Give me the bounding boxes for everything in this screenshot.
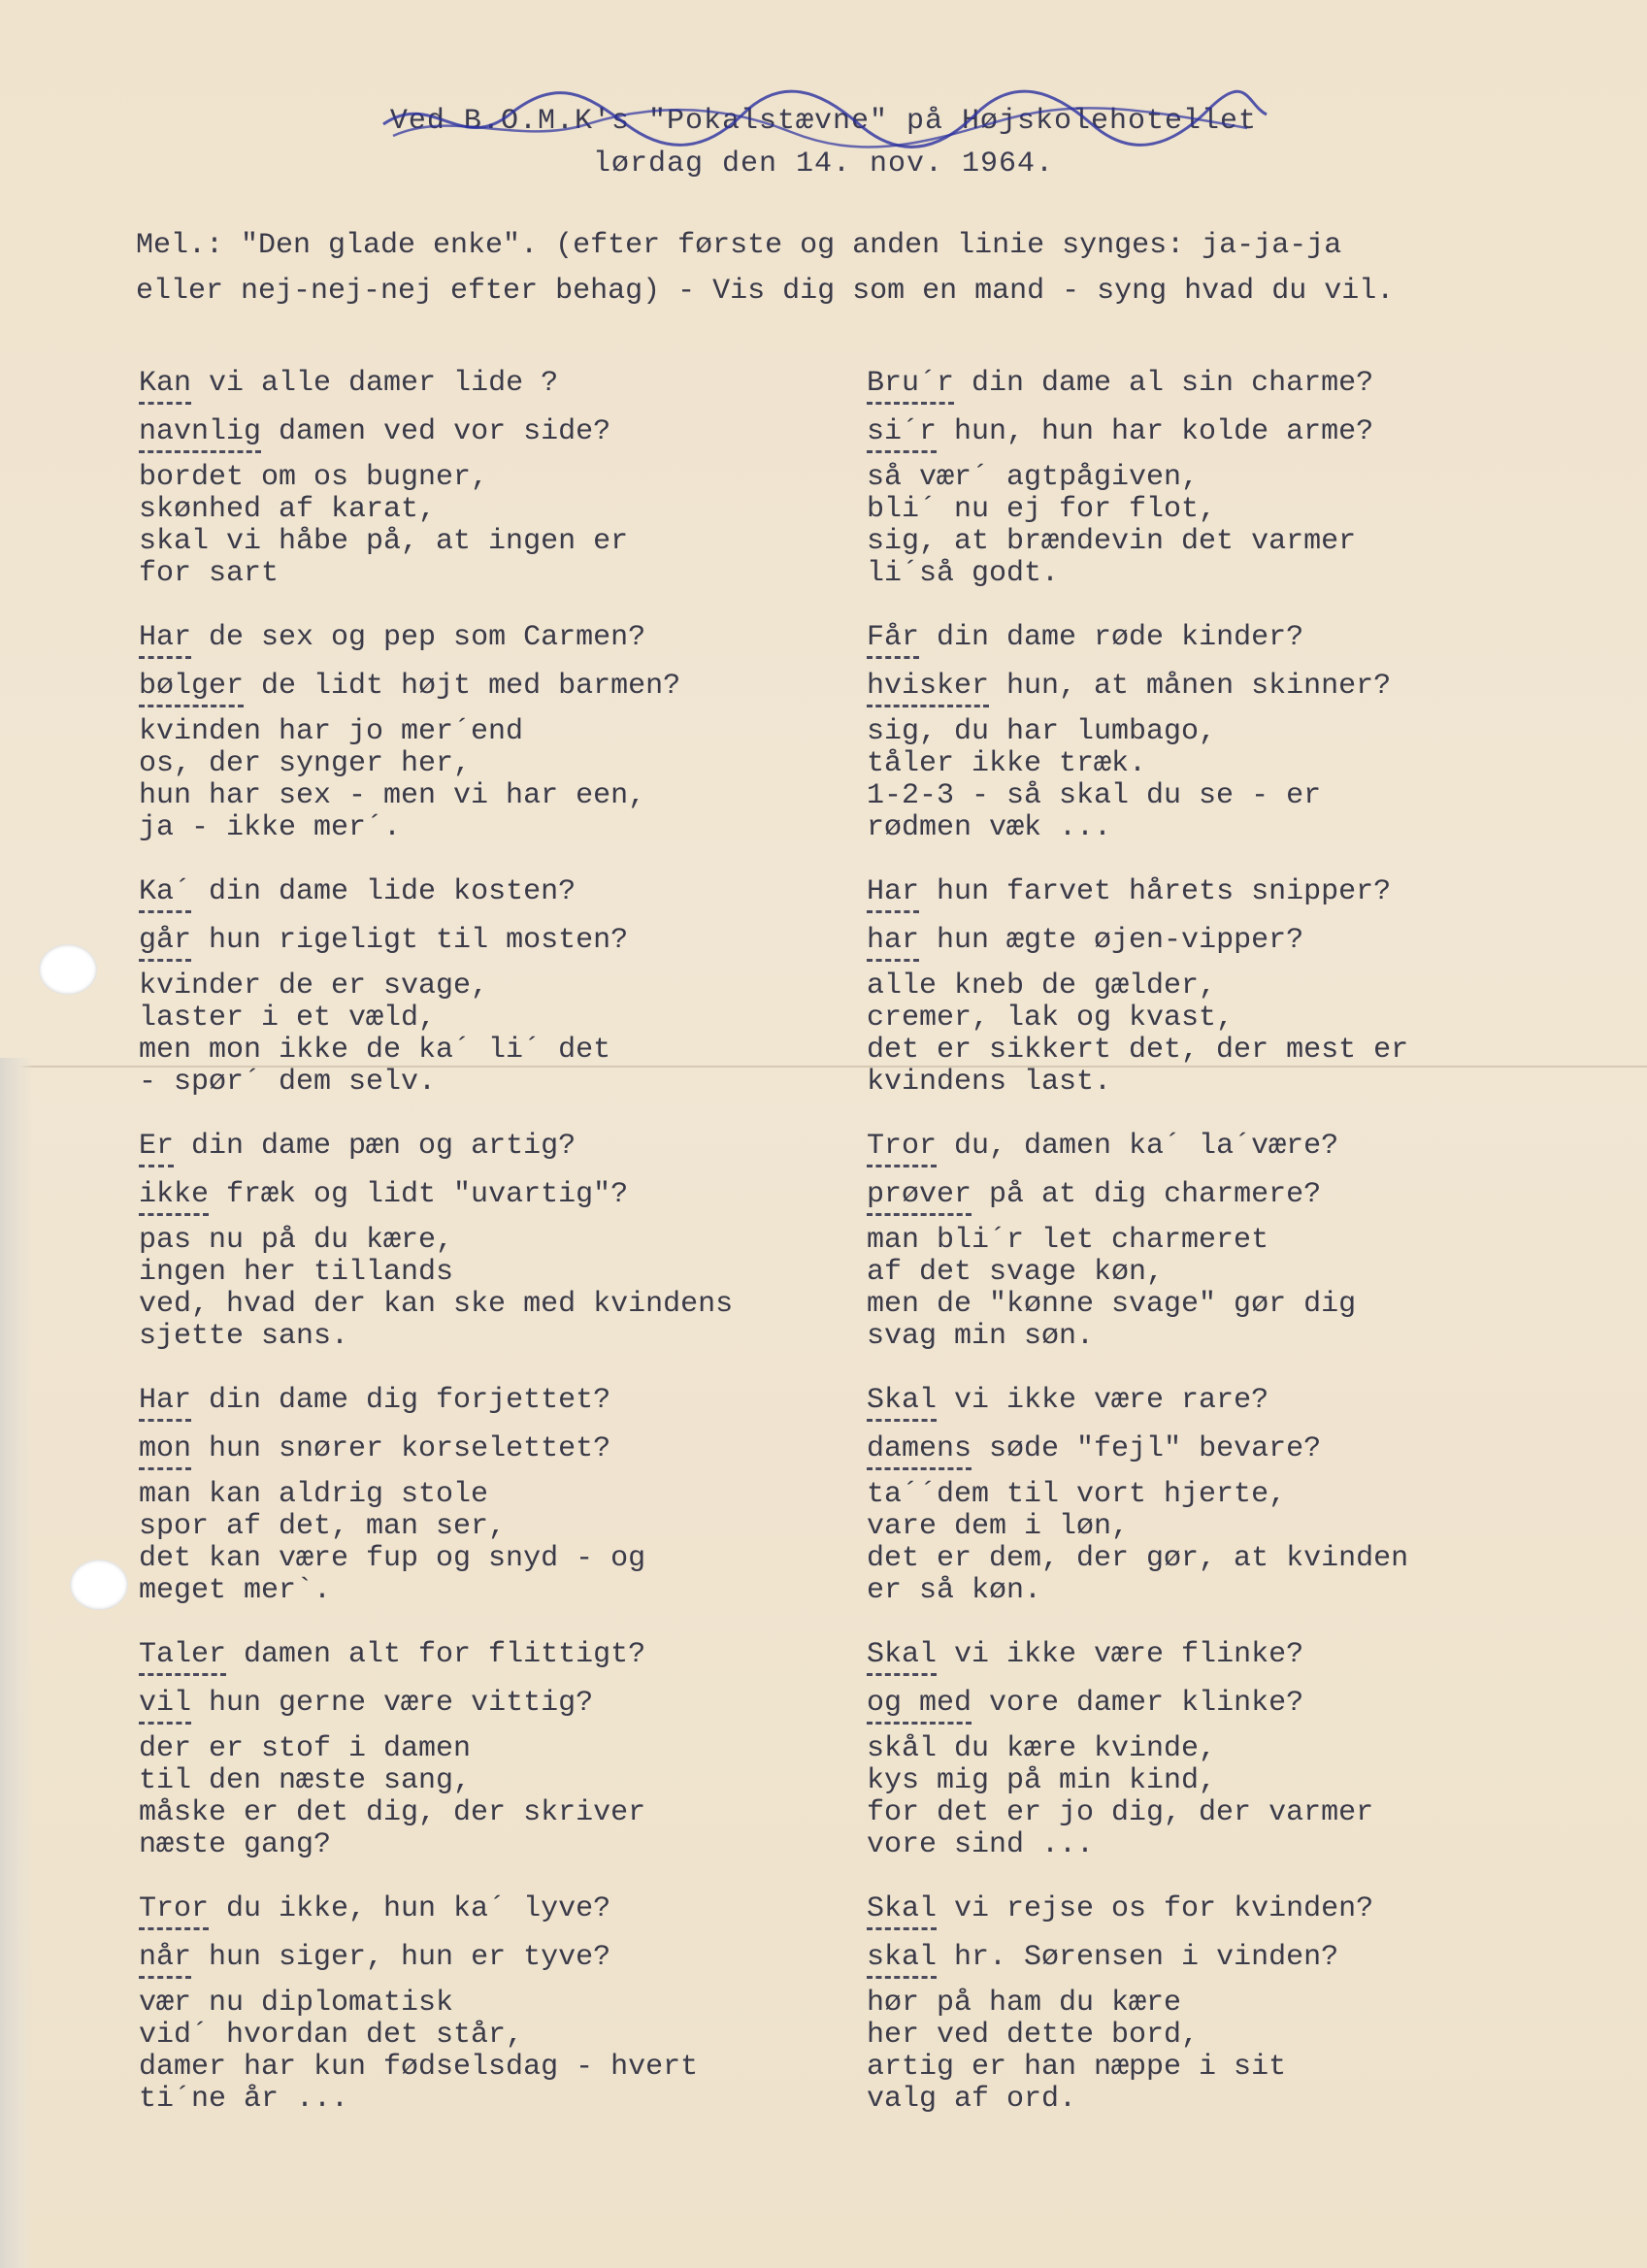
underlined-word: Skal <box>867 1892 937 1930</box>
stanza <box>867 1122 1604 1353</box>
stanza-body: pas nu på du kære, ingen her tillands ved, hvad der kan ske med kvindens sjette sans. <box>139 1224 734 1353</box>
torn-edge <box>0 1058 33 2268</box>
question-text: du, damen ka´ la´være? <box>937 1130 1339 1163</box>
question-line <box>867 916 1604 965</box>
underlined-word: Har <box>139 1384 191 1422</box>
question-text: din dame lide kosten? <box>191 875 576 908</box>
question-line <box>867 1679 1604 1727</box>
question-text: din dame pæn og artig? <box>174 1130 576 1163</box>
question-line <box>867 662 1604 710</box>
question-line <box>139 1885 876 1933</box>
question-line <box>867 613 1604 662</box>
underlined-word: Er <box>139 1130 174 1167</box>
question-text: vore damer klinke? <box>972 1687 1304 1720</box>
underlined-word: prøver <box>867 1178 972 1216</box>
stanza-body: der er stof i damen til den næste sang, måske er det dig, der skriver næste gang? <box>139 1732 646 1861</box>
stanza-body: skål du kære kvinde, kys mig på min kind, for det er jo dig, der varmer vore sind ... <box>867 1732 1374 1861</box>
stanza-body: så vær´ agtpågiven, bli´ nu ej for flot, sig, at brændevin det varmer li´så godt. <box>867 461 1357 590</box>
stanza <box>139 1122 876 1353</box>
underlined-word: hvisker <box>867 670 989 707</box>
underlined-word: bølger <box>139 670 244 707</box>
underlined-word: Skal <box>867 1638 937 1676</box>
punch-hole <box>39 944 97 995</box>
question-line <box>139 1933 876 1982</box>
underlined-word: Ka´ <box>139 875 191 913</box>
underlined-word: navnlig <box>139 415 261 453</box>
question-text: hun farvet hårets snipper? <box>919 875 1392 908</box>
question-text: vi ikke være flinke? <box>937 1638 1304 1671</box>
question-text: hr. Sørensen i vinden? <box>937 1941 1339 1974</box>
underlined-word: mon <box>139 1432 191 1470</box>
question-line <box>139 1122 876 1170</box>
stanza-body: ta´´dem til vort hjerte, vare dem i løn, det er dem, der gør, at kvinden er så køn. <box>867 1478 1409 1607</box>
question-text: søde "fejl" bevare? <box>972 1432 1322 1465</box>
stanza-body: sig, du har lumbago, tåler ikke træk. 1-2-3 - så skal du se - er rødmen væk ... <box>867 715 1322 844</box>
question-line <box>139 613 876 662</box>
underlined-word: Tror <box>867 1130 937 1167</box>
question-line <box>867 1376 1604 1425</box>
underlined-word: Får <box>867 621 919 659</box>
stanza <box>139 868 876 1099</box>
question-line <box>867 868 1604 916</box>
question-line <box>139 359 876 408</box>
question-text: vi rejse os for kvinden? <box>937 1892 1374 1925</box>
underlined-word: Har <box>139 621 191 659</box>
question-line <box>139 408 876 456</box>
question-text: din dame al sin charme? <box>954 367 1374 400</box>
stanza <box>139 1630 876 1861</box>
stanza-body: bordet om os bugner, skønhed af karat, skal vi håbe på, at ingen er for sart <box>139 461 629 590</box>
question-line <box>867 359 1604 408</box>
stanza-body: man kan aldrig stole spor af det, man ser, det kan være fup og snyd - og meget mer`. <box>139 1478 646 1607</box>
stanza <box>867 1630 1604 1861</box>
question-text: hun ægte øjen-vipper? <box>919 924 1304 957</box>
underlined-word: damens <box>867 1432 972 1470</box>
stanza <box>867 613 1604 844</box>
question-line <box>139 868 876 916</box>
question-text: damen ved vor side? <box>261 415 611 448</box>
underlined-word: Taler <box>139 1638 226 1676</box>
underlined-word: har <box>867 924 919 962</box>
stanza <box>867 1885 1604 2116</box>
stanza-body: man bli´r let charmeret af det svage køn, men de "kønne svage" gør dig svag min søn. <box>867 1224 1357 1353</box>
question-text: hun gerne være vittig? <box>191 1687 594 1720</box>
stanza <box>139 359 876 590</box>
stanza <box>867 359 1604 590</box>
question-text: hun snører korselettet? <box>191 1432 611 1465</box>
underlined-word: når <box>139 1941 191 1979</box>
pen-scribble <box>374 85 1276 149</box>
stanza-body: vær nu diplomatisk vid´ hvordan det står, damer har kun fødselsdag - hvert ti´ne år ... <box>139 1987 699 2116</box>
question-text: hun rigeligt til mosten? <box>191 924 629 957</box>
question-line <box>139 1425 876 1473</box>
question-line <box>139 662 876 710</box>
stanza-body: alle kneb de gælder, cremer, lak og kvast, det er sikkert det, der mest er kvindens last. <box>867 970 1409 1099</box>
underlined-word: Bru´r <box>867 367 954 405</box>
question-line <box>139 1376 876 1425</box>
question-text: damen alt for flittigt? <box>226 1638 646 1671</box>
question-text: hun siger, hun er tyve? <box>191 1941 611 1974</box>
stanza <box>867 1376 1604 1607</box>
stanza-body: kvinder de er svage, laster i et væld, men mon ikke de ka´ li´ det - spør´ dem selv. <box>139 970 611 1099</box>
question-line <box>139 1630 876 1679</box>
question-line <box>139 1170 876 1219</box>
question-text: din dame røde kinder? <box>919 621 1304 654</box>
question-line <box>867 1122 1604 1170</box>
question-line <box>139 916 876 965</box>
question-text: de lidt højt med barmen? <box>244 670 681 703</box>
underlined-word: Kan <box>139 367 191 405</box>
question-text: de sex og pep som Carmen? <box>191 621 646 654</box>
question-line <box>867 408 1604 456</box>
punch-hole <box>70 1560 128 1610</box>
stanza <box>139 613 876 844</box>
question-text: vi ikke være rare? <box>937 1384 1269 1417</box>
stanza <box>867 868 1604 1099</box>
stanza-body: hør på ham du kære her ved dette bord, artig er han næppe i sit valg af ord. <box>867 1987 1287 2116</box>
underlined-word: ikke <box>139 1178 209 1216</box>
question-text: hun, at månen skinner? <box>989 670 1392 703</box>
underlined-word: og med <box>867 1687 972 1725</box>
underlined-word: skal <box>867 1941 937 1979</box>
melody-note: Mel.: "Den glade enke". (efter første og anden linie synges: ja-ja-ja eller nej-nej-nej efter behag) - Vis dig som en mand - syng hvad du vil. <box>136 229 1395 308</box>
question-line <box>867 1885 1604 1933</box>
question-text: du ikke, hun ka´ lyve? <box>209 1892 611 1925</box>
question-text: på at dig charmere? <box>972 1178 1322 1211</box>
underlined-word: Skal <box>867 1384 937 1422</box>
question-line <box>139 1679 876 1727</box>
question-text: din dame dig forjettet? <box>191 1384 611 1417</box>
underlined-word: Har <box>867 875 919 913</box>
question-text: fræk og lidt "uvartig"? <box>209 1178 629 1211</box>
question-line <box>867 1630 1604 1679</box>
title-line-2: lørdag den 14. nov. 1964. <box>592 148 1055 181</box>
question-text: vi alle damer lide ? <box>191 367 559 400</box>
question-line <box>867 1170 1604 1219</box>
question-text: hun, hun har kolde arme? <box>937 415 1374 448</box>
underlined-word: vil <box>139 1687 191 1725</box>
underlined-word: Tror <box>139 1892 209 1930</box>
title-line-1: Ved B.O.M.K's "Pokalstævne" på Højskolehotellet <box>389 105 1258 138</box>
question-line <box>867 1425 1604 1473</box>
stanza <box>139 1885 876 2116</box>
left-column <box>139 359 876 2139</box>
stanza-body: kvinden har jo mer´end os, der synger her, hun har sex - men vi har een, ja - ikke mer´. <box>139 715 646 844</box>
underlined-word: går <box>139 924 191 962</box>
underlined-word: si´r <box>867 415 937 453</box>
right-column <box>867 359 1604 2139</box>
stanza <box>139 1376 876 1607</box>
question-line <box>867 1933 1604 1982</box>
